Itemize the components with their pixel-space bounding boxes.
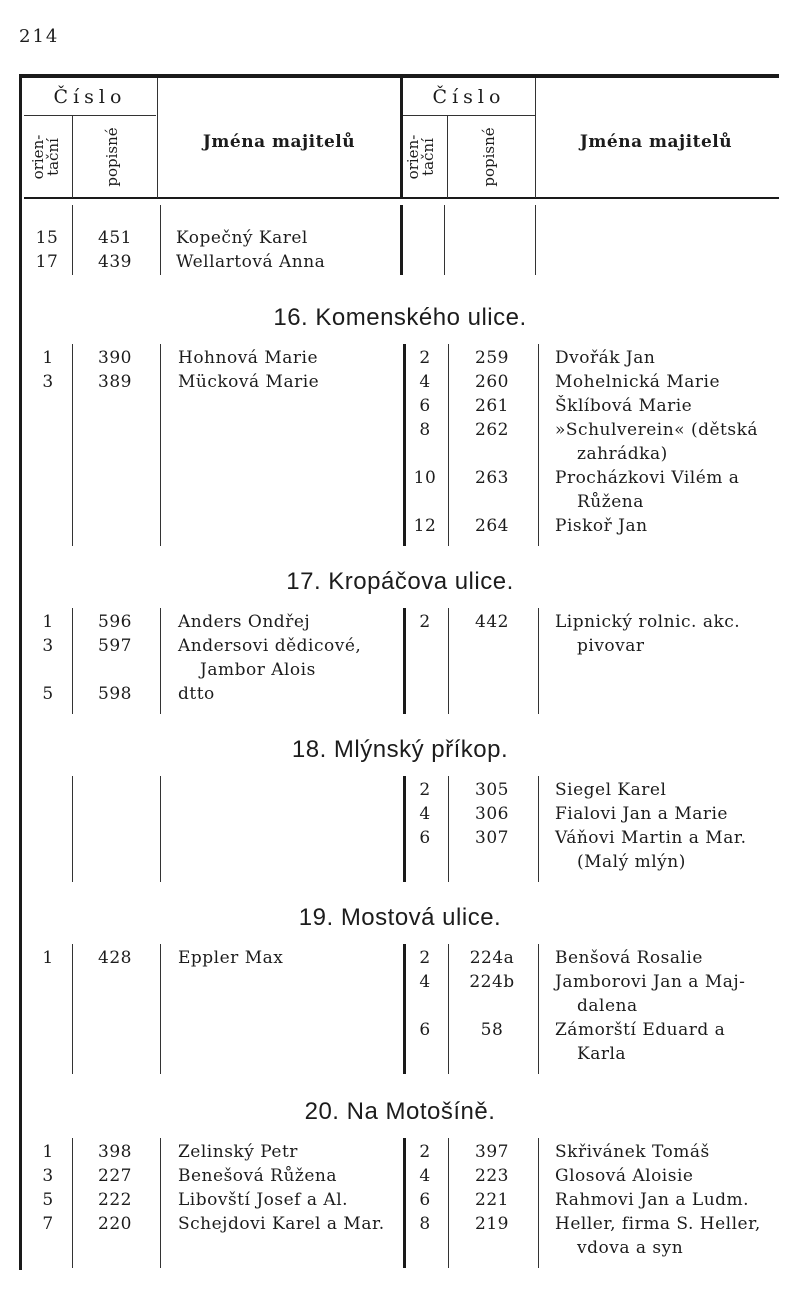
right-orientacni: 2: [419, 348, 431, 368]
section-title: 19. Mostová ulice.: [298, 904, 502, 931]
left-orientacni: 1: [42, 612, 54, 632]
left-popisne: 439: [98, 252, 132, 272]
column-divider-thick: [400, 205, 403, 275]
cislo-underline-right: [403, 115, 535, 116]
right-name: Heller, firma S. Heller,: [555, 1214, 761, 1234]
right-popisne: 219: [475, 1214, 509, 1234]
left-popisne: 596: [98, 612, 132, 632]
right-name: vdova a syn: [577, 1238, 684, 1258]
left-name: Anders Ondřej: [178, 612, 311, 632]
section-title: 17. Kropáčova ulice.: [286, 568, 514, 595]
left-popisne: 428: [98, 948, 132, 968]
right-name: Lipnický rolnic. akc.: [555, 612, 741, 632]
column-divider: [160, 608, 161, 714]
right-name: Mohelnická Marie: [555, 372, 721, 392]
column-divider: [448, 944, 449, 1074]
right-orientacni: 8: [419, 420, 431, 440]
right-popisne: 397: [475, 1142, 509, 1162]
column-divider: [538, 944, 539, 1074]
column-divider: [72, 1138, 73, 1268]
right-name: zahrádka): [577, 444, 668, 464]
left-orientacni: 5: [42, 684, 54, 704]
left-orientacni: 7: [42, 1214, 54, 1234]
column-divider: [538, 608, 539, 714]
left-popisne: 222: [98, 1190, 132, 1210]
left-name: Hohnová Marie: [178, 348, 319, 368]
right-orientacni: 2: [419, 1142, 431, 1162]
left-name: Eppler Max: [178, 948, 284, 968]
column-divider: [538, 1138, 539, 1268]
header-divider: [72, 116, 73, 198]
right-name: Piskoř Jan: [555, 516, 648, 536]
right-popisne: 259: [475, 348, 509, 368]
header-popisne-left: popisné: [103, 127, 121, 187]
left-popisne: 389: [98, 372, 132, 392]
right-name: dalena: [577, 996, 638, 1016]
right-popisne: 442: [475, 612, 509, 632]
right-name: Benšová Rosalie: [555, 948, 703, 968]
right-name: Váňovi Martin a Mar.: [555, 828, 747, 848]
section-title: 18. Mlýnský příkop.: [291, 736, 509, 763]
header-popisne-right: popisné: [480, 127, 498, 187]
left-orientacni: 1: [42, 1142, 54, 1162]
section-title: 16. Komenského ulice.: [273, 304, 527, 331]
left-orientacni: 3: [42, 636, 54, 656]
right-orientacni: 6: [419, 828, 431, 848]
header-cislo-left: Číslo: [53, 86, 127, 108]
right-popisne: 305: [475, 780, 509, 800]
column-divider: [160, 776, 161, 882]
left-popisne: 398: [98, 1142, 132, 1162]
right-orientacni: 10: [413, 468, 437, 488]
left-name: Benešová Růžena: [178, 1166, 338, 1186]
right-orientacni: 2: [419, 948, 431, 968]
right-name: Skřivánek Tomáš: [555, 1142, 710, 1162]
column-divider: [72, 944, 73, 1074]
left-name: Zelinský Petr: [178, 1142, 298, 1162]
right-popisne: 264: [475, 516, 509, 536]
right-orientacni: 8: [419, 1214, 431, 1234]
page-number: 214: [19, 26, 60, 47]
left-orientacni: 17: [35, 252, 59, 272]
header-orientacni-left: orien- tační: [29, 134, 62, 180]
left-name: Andersovi dědicové,: [178, 636, 362, 656]
right-popisne: 306: [475, 804, 509, 824]
header-jmena-right: Jména majitelů: [579, 132, 733, 152]
column-divider: [444, 205, 445, 275]
left-name: Jambor Alois: [200, 660, 316, 680]
column-divider: [538, 344, 539, 546]
left-name: Schejdovi Karel a Mar.: [178, 1214, 385, 1234]
left-orientacni: 5: [42, 1190, 54, 1210]
column-divider: [160, 205, 161, 275]
left-name: Wellartová Anna: [176, 252, 326, 272]
right-orientacni: 4: [419, 804, 431, 824]
right-orientacni: 4: [419, 372, 431, 392]
table-top-rule: [19, 74, 779, 78]
right-name: Fialovi Jan a Marie: [555, 804, 728, 824]
column-divider: [160, 944, 161, 1074]
right-name: Zámorští Eduard a: [555, 1020, 726, 1040]
header-orientacni-right: orien- tační: [404, 134, 437, 180]
left-name: Mücková Marie: [178, 372, 320, 392]
right-orientacni: 2: [419, 780, 431, 800]
right-name: Jamborovi Jan a Maj-: [555, 972, 746, 992]
cislo-underline-left: [24, 115, 156, 116]
right-popisne: 224a: [469, 948, 515, 968]
left-orientacni: 3: [42, 372, 54, 392]
column-divider: [448, 344, 449, 546]
column-divider: [72, 776, 73, 882]
right-name: »Schulverein« (dětská: [555, 420, 759, 440]
left-popisne: 390: [98, 348, 132, 368]
section-title: 20. Na Motošíně.: [304, 1098, 496, 1125]
left-name: dtto: [178, 684, 215, 704]
right-orientacni: 6: [419, 1020, 431, 1040]
left-orientacni: 15: [35, 228, 59, 248]
column-divider: [448, 608, 449, 714]
right-name: Siegel Karel: [555, 780, 667, 800]
column-divider: [160, 344, 161, 546]
column-divider: [160, 1138, 161, 1268]
header-jmena-left: Jména majitelů: [202, 132, 356, 152]
right-name: Karla: [577, 1044, 627, 1064]
right-name: Dvořák Jan: [555, 348, 656, 368]
right-popisne: 58: [480, 1020, 504, 1040]
left-popisne: 220: [98, 1214, 132, 1234]
right-popisne: 224b: [469, 972, 515, 992]
right-name: Rahmovi Jan a Ludm.: [555, 1190, 750, 1210]
column-divider: [535, 205, 536, 275]
right-orientacni: 12: [413, 516, 437, 536]
right-name: (Malý mlýn): [577, 852, 686, 872]
column-divider: [72, 344, 73, 546]
left-name: Kopečný Karel: [176, 228, 308, 248]
right-orientacni: 4: [419, 972, 431, 992]
right-popisne: 260: [475, 372, 509, 392]
left-orientacni: 1: [42, 348, 54, 368]
left-orientacni: 1: [42, 948, 54, 968]
right-popisne: 263: [475, 468, 509, 488]
right-name: Šklíbová Marie: [555, 396, 693, 416]
column-divider: [72, 205, 73, 275]
right-name: Glosová Aloisie: [555, 1166, 694, 1186]
right-orientacni: 6: [419, 1190, 431, 1210]
left-orientacni: 3: [42, 1166, 54, 1186]
header-cislo-right: Číslo: [432, 86, 506, 108]
header-divider: [447, 116, 448, 198]
right-popisne: 221: [475, 1190, 509, 1210]
column-divider: [448, 776, 449, 882]
right-popisne: 261: [475, 396, 509, 416]
left-popisne: 227: [98, 1166, 132, 1186]
right-name: Procházkovi Vilém a: [555, 468, 740, 488]
right-name: Růžena: [577, 492, 644, 512]
left-popisne: 451: [98, 228, 132, 248]
right-name: pivovar: [577, 636, 645, 656]
left-popisne: 597: [98, 636, 132, 656]
right-orientacni: 4: [419, 1166, 431, 1186]
column-divider: [448, 1138, 449, 1268]
left-name: Libovští Josef a Al.: [178, 1190, 349, 1210]
column-divider: [538, 776, 539, 882]
right-popisne: 262: [475, 420, 509, 440]
left-popisne: 598: [98, 684, 132, 704]
right-orientacni: 2: [419, 612, 431, 632]
column-divider: [72, 608, 73, 714]
right-orientacni: 6: [419, 396, 431, 416]
right-popisne: 307: [475, 828, 509, 848]
right-popisne: 223: [475, 1166, 509, 1186]
table-left-rule: [19, 74, 22, 1270]
